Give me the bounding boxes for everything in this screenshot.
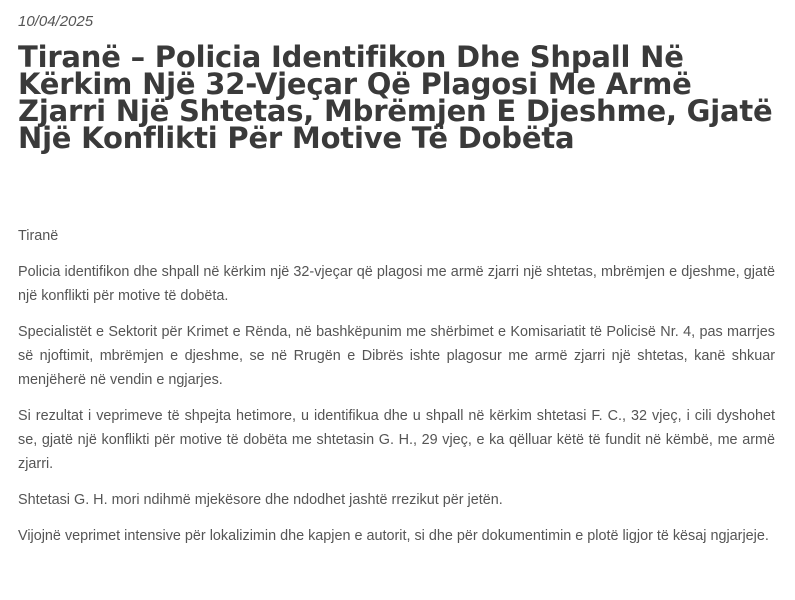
article-paragraph: Si rezultat i veprimeve të shpejta hetimore, u identifikua dhe u shpall në kërkim shtetasi F. C., 32 vjeç, i cili dyshohet se, gjatë një konflikti për motive të dobëta me shtetasin G. H., 29 vjeç, e ka qëlluar këtë të fundit në këmbë, me armë zjarri. xyxy=(18,408,775,472)
article-location: Tiranë xyxy=(18,228,59,244)
article-body xyxy=(18,224,775,560)
article-paragraph: Vijojnë veprimet intensive për lokalizimin dhe kapjen e autorit, si dhe për dokumentimin e plotë ligjor të kësaj ngjarjeje. xyxy=(18,528,769,544)
article-paragraph: Specialistët e Sektorit për Krimet e Rënda, në bashkëpunim me shërbimet e Komisariatit të Policisë Nr. 4, pas marrjes së njoftimit, mbrëmjen e djeshme, se në Rrugën e Dibrës ishte plagosur me armë zjarri një shtetas, kanë shkuar menjëherë në vendin e ngjarjes. xyxy=(18,324,775,388)
article-title: Tiranë – Policia Identifikon Dhe Shpall Në Kërkim Një 32-Vjeçar Që Plagosi Me Armë Zjarri Një Shtetas, Mbrëmjen E Djeshme, Gjatë Një Konflikti Për Motive Të Dobëta xyxy=(18,40,773,155)
article-paragraph: Shtetasi G. H. mori ndihmë mjekësore dhe ndodhet jashtë rrezikut për jetën. xyxy=(18,492,503,508)
article-paragraph: Policia identifikon dhe shpall në kërkim një 32-vjeçar që plagosi me armë zjarri një shtetas, mbrëmjen e djeshme, gjatë një konflikti për motive të dobëta. xyxy=(18,264,775,304)
article-date: 10/04/2025 xyxy=(18,13,94,30)
